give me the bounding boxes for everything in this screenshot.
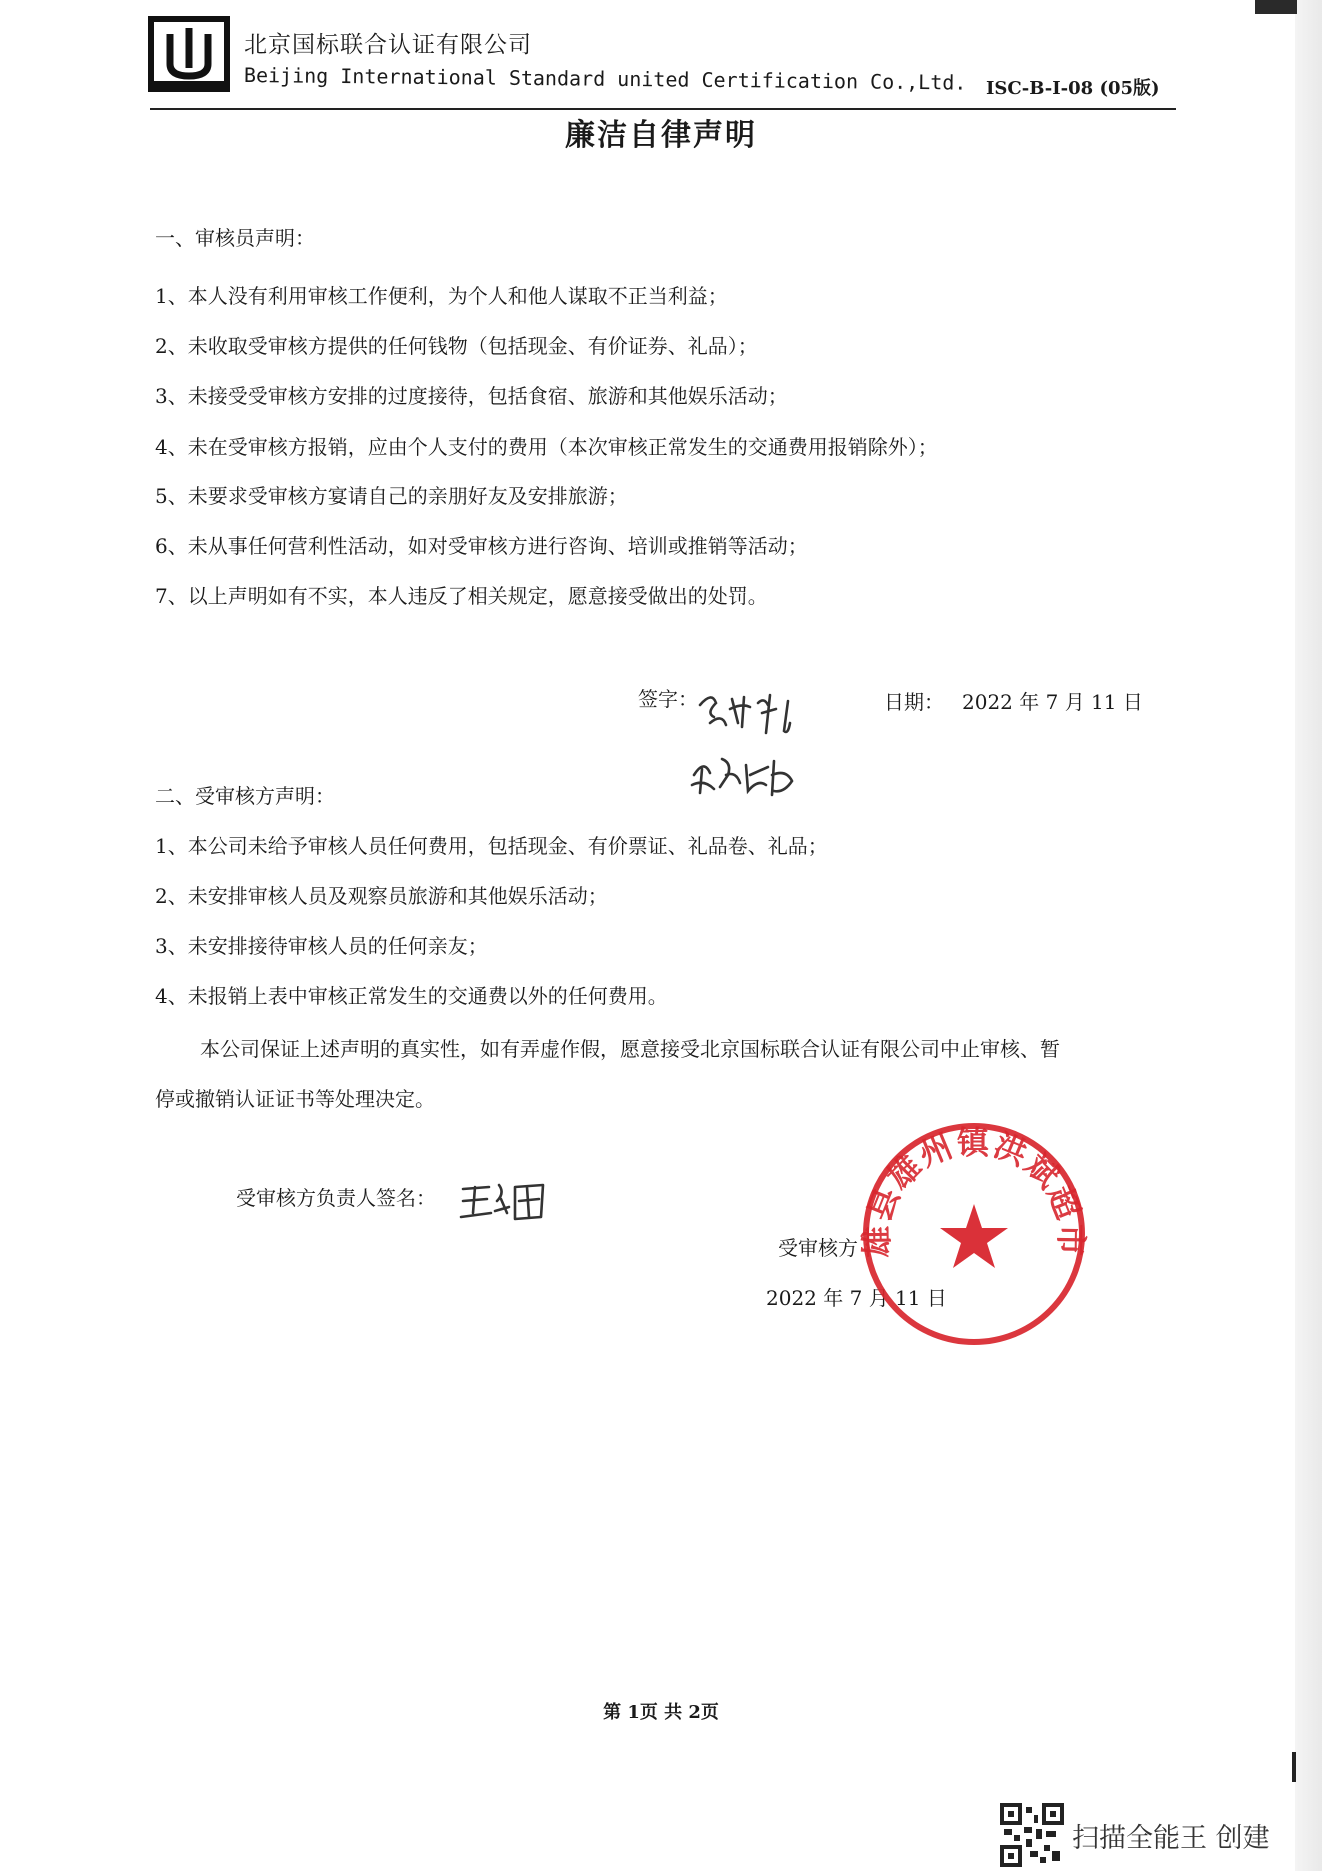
section1-item: 7、以上声明如有不实，本人违反了相关规定，愿意接受做出的处罚。: [155, 584, 768, 608]
section2-item: 4、未报销上表中审核正常发生的交通费以外的任何费用。: [155, 984, 668, 1008]
auditor-date-value: 2022 年 7 月 11 日: [962, 690, 1143, 714]
auditor-date-label: 日期：: [884, 690, 944, 714]
document-code: ISC-B-I-08 (05版): [986, 78, 1160, 99]
section1-item: 1、本人没有利用审核工作便利，为个人和他人谋取不正当利益；: [155, 284, 728, 308]
page-number: 第 1页 共 2页: [603, 1702, 719, 1723]
page-edge: [1295, 0, 1322, 1871]
corner-mark: [1255, 0, 1297, 14]
auditor-signature-1: [692, 683, 812, 743]
qr-code-icon: [1000, 1803, 1064, 1867]
party-seal-label: 受审核方: [778, 1236, 858, 1260]
svg-text:雄县雄州镇洪斌超市: 雄县雄州镇洪斌超市: [858, 1123, 1090, 1259]
section1-item: 4、未在受审核方报销，应由个人支付的费用（本次审核正常发生的交通费用报销除外）；: [155, 435, 938, 459]
document-title: 廉洁自律声明: [565, 118, 757, 153]
section2-item: 2、未安排审核人员及观察员旅游和其他娱乐活动；: [155, 884, 608, 908]
section2-item: 1、本公司未给予审核人员任何费用，包括现金、有价票证、礼品卷、礼品；: [155, 834, 828, 858]
company-logo-icon: [148, 16, 230, 92]
party-date: 2022 年 7 月 11 日: [766, 1286, 947, 1310]
company-name-en: Beijing International Standard united Certification Co.,Ltd.: [243, 63, 967, 95]
section1-heading: 一、审核员声明：: [155, 226, 315, 250]
company-name-cn: 北京国标联合认证有限公司: [244, 32, 532, 58]
scanner-watermark: 扫描全能王 创建: [1072, 1823, 1270, 1854]
side-mark: [1292, 1752, 1296, 1782]
responsible-signature: [459, 1177, 549, 1227]
auditor-sign-label: 签字：: [638, 687, 698, 711]
section1-item: 2、未收取受审核方提供的任何钱物（包括现金、有价证券、礼品）；: [155, 334, 758, 358]
section2-item: 3、未安排接待审核人员的任何亲友；: [155, 934, 488, 958]
section2-heading: 二、受审核方声明：: [155, 784, 335, 808]
guarantee-line-1: 本公司保证上述声明的真实性，如有弄虚作假，愿意接受北京国标联合认证有限公司中止审核、暂: [200, 1037, 1060, 1061]
section1-item: 5、未要求受审核方宴请自己的亲朋好友及安排旅游；: [155, 484, 628, 508]
responsible-sign-label: 受审核方负责人签名：: [236, 1186, 436, 1210]
section1-item: 3、未接受受审核方安排的过度接待，包括食宿、旅游和其他娱乐活动；: [155, 384, 788, 408]
auditor-signature-2: [688, 745, 808, 805]
guarantee-line-2: 停或撤销认证证书等处理决定。: [155, 1087, 435, 1111]
company-seal-stamp: [858, 1118, 1090, 1350]
section1-item: 6、未从事任何营利性活动，如对受审核方进行咨询、培训或推销等活动；: [155, 534, 808, 558]
